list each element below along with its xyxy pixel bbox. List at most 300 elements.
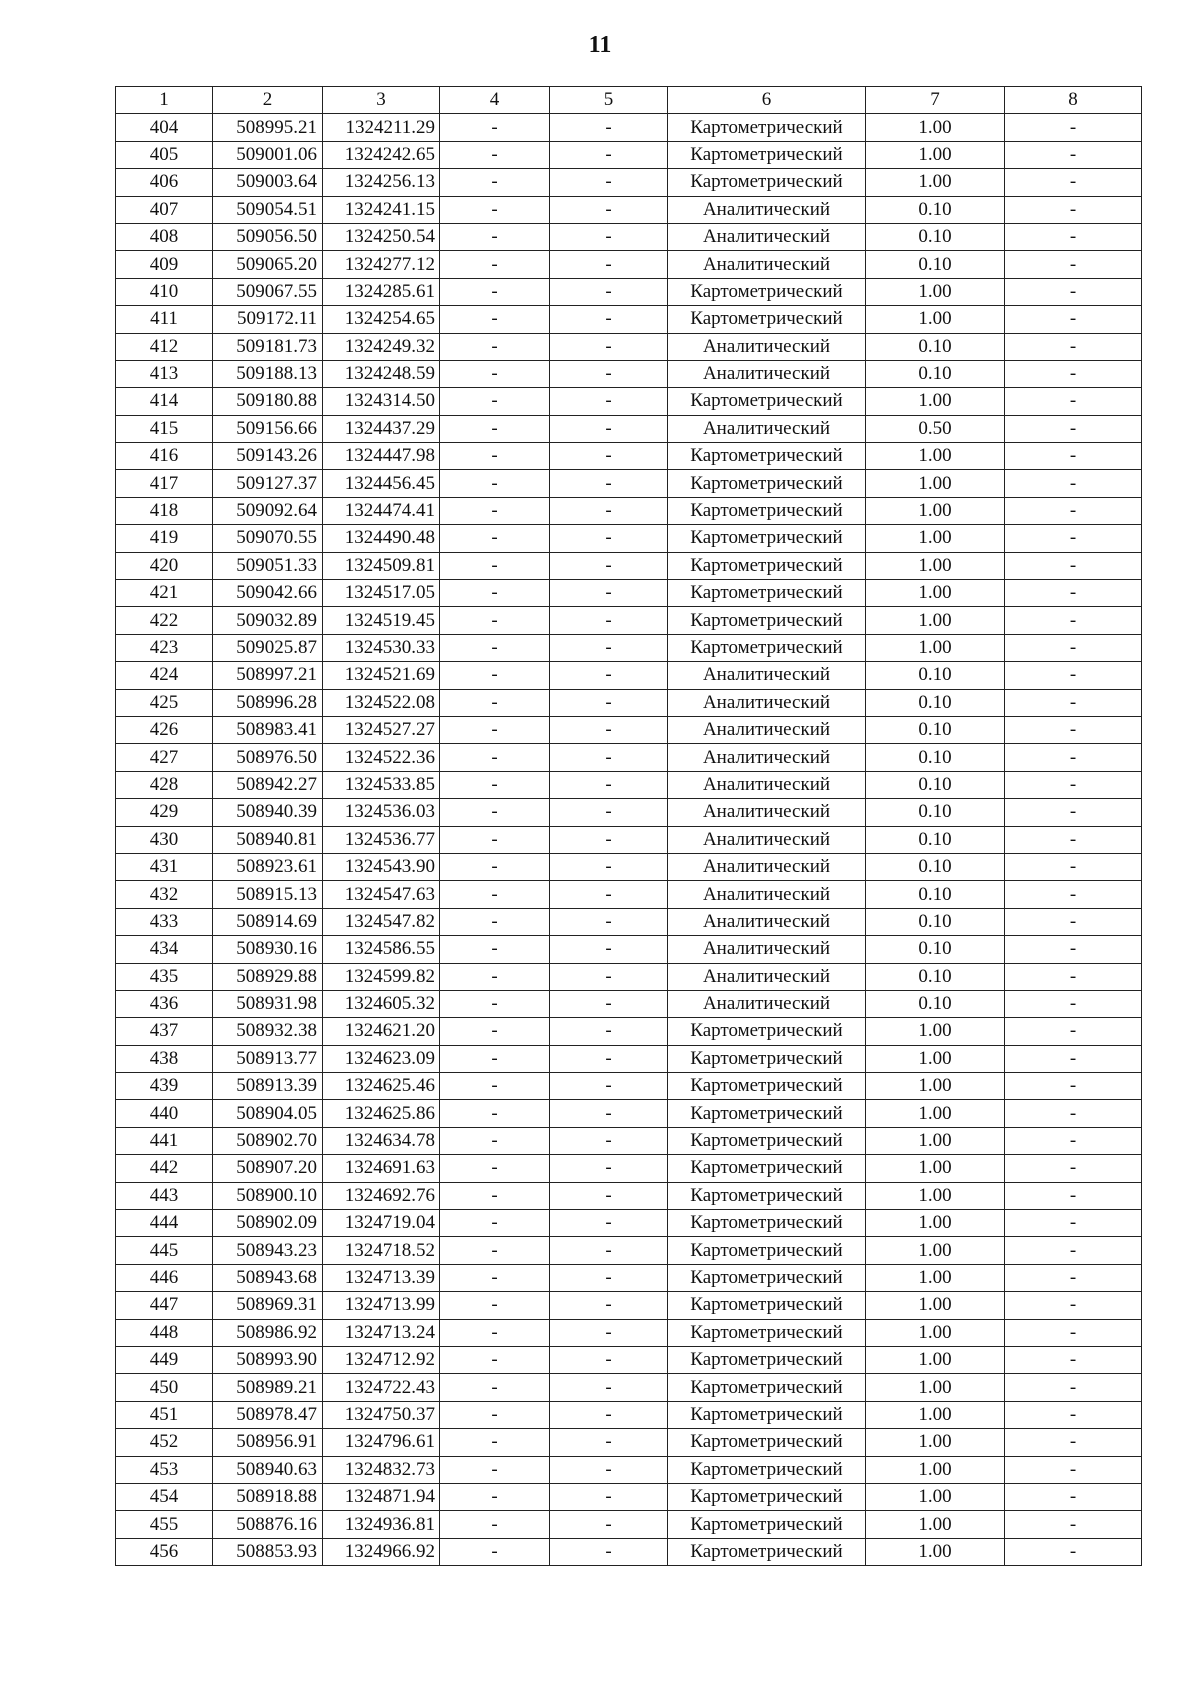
col8-value-cell: -	[1005, 141, 1142, 168]
table-row	[116, 1100, 1142, 1127]
table-row	[116, 662, 1142, 689]
accuracy-cell: 0.10	[866, 333, 1005, 360]
y-coordinate-cell: 1324530.33	[323, 634, 440, 661]
x-coordinate-cell: 509001.06	[213, 141, 323, 168]
table-row	[116, 908, 1142, 935]
y-coordinate-cell: 1324634.78	[323, 1127, 440, 1154]
y-coordinate-cell: 1324536.03	[323, 799, 440, 826]
table-row	[116, 634, 1142, 661]
y-coordinate-cell: 1324250.54	[323, 223, 440, 250]
col4-value-cell: -	[440, 716, 550, 743]
accuracy-cell: 1.00	[866, 1237, 1005, 1264]
x-coordinate-cell: 508929.88	[213, 963, 323, 990]
col5-value-cell: -	[550, 223, 668, 250]
point-number-cell: 437	[116, 1018, 213, 1045]
method-cell: Картометрический	[668, 497, 866, 524]
col8-value-cell: -	[1005, 1182, 1142, 1209]
col4-value-cell: -	[440, 443, 550, 470]
y-coordinate-cell: 1324719.04	[323, 1210, 440, 1237]
col4-value-cell: -	[440, 689, 550, 716]
table-row	[116, 1155, 1142, 1182]
col5-value-cell: -	[550, 415, 668, 442]
method-cell: Картометрический	[668, 1045, 866, 1072]
col5-value-cell: -	[550, 497, 668, 524]
point-number-cell: 421	[116, 580, 213, 607]
col5-value-cell: -	[550, 1182, 668, 1209]
accuracy-cell: 1.00	[866, 1346, 1005, 1373]
y-coordinate-cell: 1324456.45	[323, 470, 440, 497]
method-cell: Картометрический	[668, 607, 866, 634]
col5-value-cell: -	[550, 1127, 668, 1154]
x-coordinate-cell: 508930.16	[213, 936, 323, 963]
point-number-cell: 427	[116, 744, 213, 771]
col4-value-cell: -	[440, 1483, 550, 1510]
col4-value-cell: -	[440, 744, 550, 771]
point-number-cell: 423	[116, 634, 213, 661]
col8-value-cell: -	[1005, 716, 1142, 743]
x-coordinate-cell: 508969.31	[213, 1292, 323, 1319]
point-number-cell: 435	[116, 963, 213, 990]
table-row	[116, 223, 1142, 250]
point-number-cell: 424	[116, 662, 213, 689]
col4-value-cell: -	[440, 251, 550, 278]
x-coordinate-cell: 509188.13	[213, 360, 323, 387]
method-cell: Картометрический	[668, 1429, 866, 1456]
point-number-cell: 452	[116, 1429, 213, 1456]
column-header-7: 7	[866, 87, 1005, 114]
table-row	[116, 826, 1142, 853]
method-cell: Картометрический	[668, 1264, 866, 1291]
method-cell: Картометрический	[668, 278, 866, 305]
y-coordinate-cell: 1324277.12	[323, 251, 440, 278]
col8-value-cell: -	[1005, 114, 1142, 141]
col8-value-cell: -	[1005, 223, 1142, 250]
method-cell: Аналитический	[668, 415, 866, 442]
point-number-cell: 434	[116, 936, 213, 963]
x-coordinate-cell: 509143.26	[213, 443, 323, 470]
col5-value-cell: -	[550, 716, 668, 743]
point-number-cell: 454	[116, 1483, 213, 1510]
col8-value-cell: -	[1005, 744, 1142, 771]
table-row	[116, 936, 1142, 963]
col4-value-cell: -	[440, 881, 550, 908]
x-coordinate-cell: 508913.77	[213, 1045, 323, 1072]
col5-value-cell: -	[550, 1264, 668, 1291]
point-number-cell: 446	[116, 1264, 213, 1291]
col5-value-cell: -	[550, 881, 668, 908]
col5-value-cell: -	[550, 1319, 668, 1346]
col4-value-cell: -	[440, 1456, 550, 1483]
col8-value-cell: -	[1005, 470, 1142, 497]
y-coordinate-cell: 1324750.37	[323, 1401, 440, 1428]
method-cell: Аналитический	[668, 990, 866, 1017]
table-row	[116, 881, 1142, 908]
y-coordinate-cell: 1324437.29	[323, 415, 440, 442]
table-row	[116, 1292, 1142, 1319]
x-coordinate-cell: 508902.70	[213, 1127, 323, 1154]
x-coordinate-cell: 508915.13	[213, 881, 323, 908]
x-coordinate-cell: 508997.21	[213, 662, 323, 689]
col8-value-cell: -	[1005, 251, 1142, 278]
point-number-cell: 426	[116, 716, 213, 743]
accuracy-cell: 1.00	[866, 1045, 1005, 1072]
accuracy-cell: 0.10	[866, 223, 1005, 250]
method-cell: Картометрический	[668, 443, 866, 470]
col4-value-cell: -	[440, 1374, 550, 1401]
y-coordinate-cell: 1324796.61	[323, 1429, 440, 1456]
accuracy-cell: 0.10	[866, 689, 1005, 716]
table-row	[116, 141, 1142, 168]
col5-value-cell: -	[550, 1483, 668, 1510]
col8-value-cell: -	[1005, 1456, 1142, 1483]
y-coordinate-cell: 1324249.32	[323, 333, 440, 360]
col4-value-cell: -	[440, 306, 550, 333]
y-coordinate-cell: 1324509.81	[323, 552, 440, 579]
col4-value-cell: -	[440, 470, 550, 497]
table-row	[116, 1073, 1142, 1100]
col4-value-cell: -	[440, 497, 550, 524]
accuracy-cell: 0.10	[866, 771, 1005, 798]
accuracy-cell: 1.00	[866, 1100, 1005, 1127]
table-row	[116, 360, 1142, 387]
y-coordinate-cell: 1324447.98	[323, 443, 440, 470]
accuracy-cell: 1.00	[866, 634, 1005, 661]
col5-value-cell: -	[550, 388, 668, 415]
accuracy-cell: 1.00	[866, 1073, 1005, 1100]
coordinates-table	[115, 86, 1142, 1566]
accuracy-cell: 1.00	[866, 114, 1005, 141]
table-row	[116, 1538, 1142, 1565]
point-number-cell: 420	[116, 552, 213, 579]
accuracy-cell: 0.10	[866, 881, 1005, 908]
col8-value-cell: -	[1005, 360, 1142, 387]
y-coordinate-cell: 1324713.99	[323, 1292, 440, 1319]
accuracy-cell: 0.10	[866, 360, 1005, 387]
point-number-cell: 433	[116, 908, 213, 935]
x-coordinate-cell: 509156.66	[213, 415, 323, 442]
point-number-cell: 431	[116, 853, 213, 880]
column-header-6: 6	[668, 87, 866, 114]
col4-value-cell: -	[440, 634, 550, 661]
x-coordinate-cell: 509032.89	[213, 607, 323, 634]
method-cell: Картометрический	[668, 552, 866, 579]
x-coordinate-cell: 508983.41	[213, 716, 323, 743]
col8-value-cell: -	[1005, 1538, 1142, 1565]
col8-value-cell: -	[1005, 169, 1142, 196]
method-cell: Картометрический	[668, 1127, 866, 1154]
method-cell: Картометрический	[668, 1319, 866, 1346]
col8-value-cell: -	[1005, 552, 1142, 579]
col5-value-cell: -	[550, 306, 668, 333]
x-coordinate-cell: 508931.98	[213, 990, 323, 1017]
col8-value-cell: -	[1005, 278, 1142, 305]
column-header-3: 3	[323, 87, 440, 114]
accuracy-cell: 1.00	[866, 1264, 1005, 1291]
point-number-cell: 425	[116, 689, 213, 716]
accuracy-cell: 1.00	[866, 443, 1005, 470]
column-header-1: 1	[116, 87, 213, 114]
accuracy-cell: 1.00	[866, 607, 1005, 634]
col5-value-cell: -	[550, 963, 668, 990]
table-row	[116, 552, 1142, 579]
table-row	[116, 1456, 1142, 1483]
col8-value-cell: -	[1005, 1319, 1142, 1346]
point-number-cell: 406	[116, 169, 213, 196]
col5-value-cell: -	[550, 114, 668, 141]
accuracy-cell: 1.00	[866, 141, 1005, 168]
col5-value-cell: -	[550, 470, 668, 497]
method-cell: Аналитический	[668, 223, 866, 250]
x-coordinate-cell: 509054.51	[213, 196, 323, 223]
y-coordinate-cell: 1324314.50	[323, 388, 440, 415]
x-coordinate-cell: 509181.73	[213, 333, 323, 360]
col8-value-cell: -	[1005, 607, 1142, 634]
accuracy-cell: 1.00	[866, 1401, 1005, 1428]
method-cell: Картометрический	[668, 1292, 866, 1319]
accuracy-cell: 1.00	[866, 552, 1005, 579]
y-coordinate-cell: 1324712.92	[323, 1346, 440, 1373]
col8-value-cell: -	[1005, 388, 1142, 415]
point-number-cell: 449	[116, 1346, 213, 1373]
table-row	[116, 443, 1142, 470]
y-coordinate-cell: 1324517.05	[323, 580, 440, 607]
col4-value-cell: -	[440, 1182, 550, 1209]
x-coordinate-cell: 509180.88	[213, 388, 323, 415]
method-cell: Картометрический	[668, 306, 866, 333]
x-coordinate-cell: 509172.11	[213, 306, 323, 333]
y-coordinate-cell: 1324522.36	[323, 744, 440, 771]
method-cell: Картометрический	[668, 141, 866, 168]
y-coordinate-cell: 1324533.85	[323, 771, 440, 798]
col4-value-cell: -	[440, 1319, 550, 1346]
col8-value-cell: -	[1005, 443, 1142, 470]
point-number-cell: 417	[116, 470, 213, 497]
point-number-cell: 415	[116, 415, 213, 442]
y-coordinate-cell: 1324543.90	[323, 853, 440, 880]
table-row	[116, 306, 1142, 333]
col4-value-cell: -	[440, 552, 550, 579]
col4-value-cell: -	[440, 826, 550, 853]
x-coordinate-cell: 508918.88	[213, 1483, 323, 1510]
col5-value-cell: -	[550, 689, 668, 716]
col4-value-cell: -	[440, 333, 550, 360]
col4-value-cell: -	[440, 963, 550, 990]
col8-value-cell: -	[1005, 1100, 1142, 1127]
accuracy-cell: 0.10	[866, 196, 1005, 223]
table-row	[116, 1264, 1142, 1291]
method-cell: Аналитический	[668, 744, 866, 771]
x-coordinate-cell: 509067.55	[213, 278, 323, 305]
y-coordinate-cell: 1324474.41	[323, 497, 440, 524]
method-cell: Картометрический	[668, 169, 866, 196]
col8-value-cell: -	[1005, 1401, 1142, 1428]
col4-value-cell: -	[440, 1210, 550, 1237]
y-coordinate-cell: 1324599.82	[323, 963, 440, 990]
y-coordinate-cell: 1324718.52	[323, 1237, 440, 1264]
y-coordinate-cell: 1324692.76	[323, 1182, 440, 1209]
method-cell: Картометрический	[668, 1401, 866, 1428]
table-row	[116, 1045, 1142, 1072]
table-row	[116, 525, 1142, 552]
table-row	[116, 580, 1142, 607]
y-coordinate-cell: 1324625.86	[323, 1100, 440, 1127]
accuracy-cell: 0.10	[866, 990, 1005, 1017]
col8-value-cell: -	[1005, 333, 1142, 360]
method-cell: Картометрический	[668, 1346, 866, 1373]
method-cell: Картометрический	[668, 1073, 866, 1100]
x-coordinate-cell: 509070.55	[213, 525, 323, 552]
column-header-8: 8	[1005, 87, 1142, 114]
method-cell: Аналитический	[668, 908, 866, 935]
col4-value-cell: -	[440, 908, 550, 935]
table-row	[116, 1018, 1142, 1045]
method-cell: Картометрический	[668, 1483, 866, 1510]
point-number-cell: 432	[116, 881, 213, 908]
page-number: 11	[588, 32, 612, 58]
column-header-2: 2	[213, 87, 323, 114]
y-coordinate-cell: 1324966.92	[323, 1538, 440, 1565]
x-coordinate-cell: 509056.50	[213, 223, 323, 250]
x-coordinate-cell: 508943.68	[213, 1264, 323, 1291]
table-row	[116, 1127, 1142, 1154]
accuracy-cell: 0.10	[866, 716, 1005, 743]
accuracy-cell: 1.00	[866, 525, 1005, 552]
col5-value-cell: -	[550, 853, 668, 880]
method-cell: Картометрический	[668, 1155, 866, 1182]
col8-value-cell: -	[1005, 525, 1142, 552]
col8-value-cell: -	[1005, 881, 1142, 908]
col8-value-cell: -	[1005, 306, 1142, 333]
col4-value-cell: -	[440, 607, 550, 634]
x-coordinate-cell: 509003.64	[213, 169, 323, 196]
point-number-cell: 405	[116, 141, 213, 168]
table-row	[116, 1319, 1142, 1346]
col5-value-cell: -	[550, 1401, 668, 1428]
table-row	[116, 990, 1142, 1017]
method-cell: Аналитический	[668, 826, 866, 853]
table-row	[116, 1237, 1142, 1264]
accuracy-cell: 0.10	[866, 744, 1005, 771]
accuracy-cell: 0.50	[866, 415, 1005, 442]
column-header-4: 4	[440, 87, 550, 114]
x-coordinate-cell: 508907.20	[213, 1155, 323, 1182]
table-row	[116, 689, 1142, 716]
col5-value-cell: -	[550, 196, 668, 223]
col8-value-cell: -	[1005, 1018, 1142, 1045]
table-row	[116, 497, 1142, 524]
point-number-cell: 443	[116, 1182, 213, 1209]
y-coordinate-cell: 1324211.29	[323, 114, 440, 141]
col5-value-cell: -	[550, 1346, 668, 1373]
point-number-cell: 428	[116, 771, 213, 798]
method-cell: Аналитический	[668, 360, 866, 387]
col4-value-cell: -	[440, 1100, 550, 1127]
col5-value-cell: -	[550, 552, 668, 579]
point-number-cell: 414	[116, 388, 213, 415]
method-cell: Картометрический	[668, 114, 866, 141]
col5-value-cell: -	[550, 1292, 668, 1319]
col4-value-cell: -	[440, 1237, 550, 1264]
table-row	[116, 963, 1142, 990]
col5-value-cell: -	[550, 1511, 668, 1538]
col4-value-cell: -	[440, 853, 550, 880]
method-cell: Аналитический	[668, 936, 866, 963]
y-coordinate-cell: 1324713.39	[323, 1264, 440, 1291]
table-row	[116, 1346, 1142, 1373]
accuracy-cell: 1.00	[866, 580, 1005, 607]
col4-value-cell: -	[440, 360, 550, 387]
col5-value-cell: -	[550, 990, 668, 1017]
col5-value-cell: -	[550, 525, 668, 552]
col5-value-cell: -	[550, 826, 668, 853]
accuracy-cell: 0.10	[866, 799, 1005, 826]
col8-value-cell: -	[1005, 853, 1142, 880]
method-cell: Аналитический	[668, 196, 866, 223]
point-number-cell: 439	[116, 1073, 213, 1100]
x-coordinate-cell: 508923.61	[213, 853, 323, 880]
col4-value-cell: -	[440, 1346, 550, 1373]
accuracy-cell: 1.00	[866, 1210, 1005, 1237]
col8-value-cell: -	[1005, 1237, 1142, 1264]
point-number-cell: 407	[116, 196, 213, 223]
col5-value-cell: -	[550, 443, 668, 470]
col8-value-cell: -	[1005, 415, 1142, 442]
method-cell: Картометрический	[668, 388, 866, 415]
x-coordinate-cell: 508902.09	[213, 1210, 323, 1237]
point-number-cell: 438	[116, 1045, 213, 1072]
col8-value-cell: -	[1005, 1264, 1142, 1291]
table-row	[116, 1429, 1142, 1456]
col5-value-cell: -	[550, 278, 668, 305]
y-coordinate-cell: 1324527.27	[323, 716, 440, 743]
table-row	[116, 388, 1142, 415]
col5-value-cell: -	[550, 771, 668, 798]
table-row	[116, 716, 1142, 743]
y-coordinate-cell: 1324625.46	[323, 1073, 440, 1100]
y-coordinate-cell: 1324936.81	[323, 1511, 440, 1538]
table-row	[116, 799, 1142, 826]
method-cell: Картометрический	[668, 1100, 866, 1127]
method-cell: Картометрический	[668, 1538, 866, 1565]
col5-value-cell: -	[550, 1018, 668, 1045]
x-coordinate-cell: 509065.20	[213, 251, 323, 278]
table-row	[116, 771, 1142, 798]
y-coordinate-cell: 1324586.55	[323, 936, 440, 963]
table-row	[116, 853, 1142, 880]
col4-value-cell: -	[440, 388, 550, 415]
table-row	[116, 1374, 1142, 1401]
col5-value-cell: -	[550, 799, 668, 826]
method-cell: Картометрический	[668, 1210, 866, 1237]
x-coordinate-cell: 509051.33	[213, 552, 323, 579]
col5-value-cell: -	[550, 1045, 668, 1072]
point-number-cell: 409	[116, 251, 213, 278]
point-number-cell: 408	[116, 223, 213, 250]
accuracy-cell: 1.00	[866, 1292, 1005, 1319]
col4-value-cell: -	[440, 1401, 550, 1428]
accuracy-cell: 0.10	[866, 662, 1005, 689]
col5-value-cell: -	[550, 936, 668, 963]
col4-value-cell: -	[440, 415, 550, 442]
method-cell: Картометрический	[668, 580, 866, 607]
table-row	[116, 1210, 1142, 1237]
point-number-cell: 419	[116, 525, 213, 552]
method-cell: Аналитический	[668, 689, 866, 716]
col8-value-cell: -	[1005, 662, 1142, 689]
y-coordinate-cell: 1324832.73	[323, 1456, 440, 1483]
col8-value-cell: -	[1005, 1210, 1142, 1237]
table-row	[116, 196, 1142, 223]
